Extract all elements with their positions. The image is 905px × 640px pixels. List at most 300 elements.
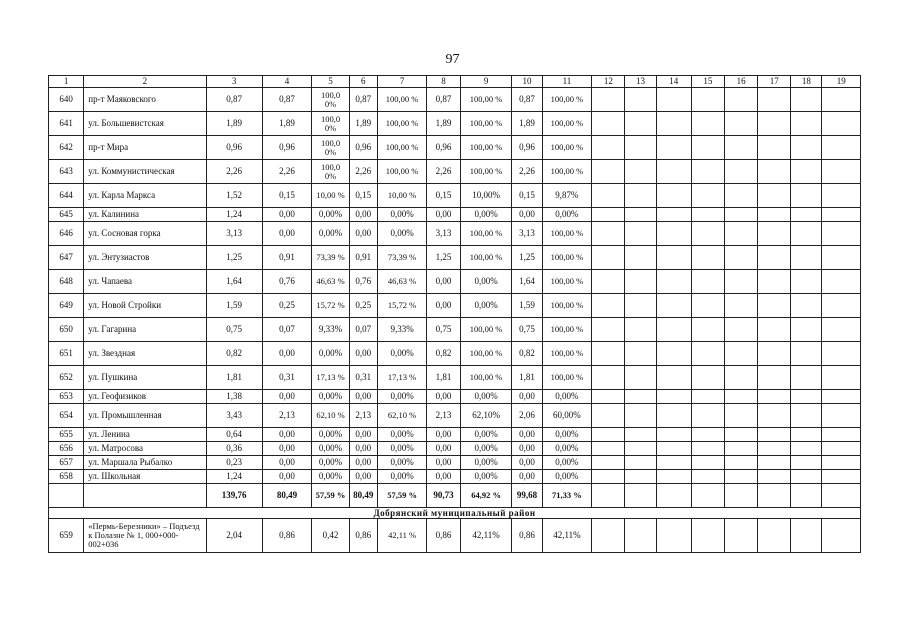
cell-col-17 bbox=[758, 456, 791, 470]
cell-col-13 bbox=[625, 318, 656, 342]
cell-col-2: ул. Энтузиастов bbox=[84, 246, 206, 270]
cell-col-2: ул. Маршала Рыбалко bbox=[84, 456, 206, 470]
cell-col-18 bbox=[791, 404, 822, 428]
column-header: 10 bbox=[512, 76, 542, 88]
cell-col-16 bbox=[725, 88, 758, 112]
cell-col-10: 1,25 bbox=[512, 246, 542, 270]
cell-col-6: 2,26 bbox=[349, 160, 377, 184]
cell-col-9: 42,11% bbox=[460, 519, 512, 553]
cell-col-5: 0,00% bbox=[312, 390, 349, 404]
cell-col-6: 0,00 bbox=[349, 470, 377, 484]
cell-col-2: ул. Промышленная bbox=[84, 404, 206, 428]
column-header: 15 bbox=[691, 76, 724, 88]
cell-col-9: 0,00% bbox=[460, 208, 512, 222]
cell-col-9: 100,00 % bbox=[460, 112, 512, 136]
cell-col-6: 0,25 bbox=[349, 294, 377, 318]
cell-col-17 bbox=[758, 88, 791, 112]
cell-col-15 bbox=[691, 294, 724, 318]
cell-col-3: 2,04 bbox=[206, 519, 262, 553]
cell-col-14 bbox=[656, 222, 691, 246]
cell-col-14 bbox=[656, 470, 691, 484]
column-header: 17 bbox=[758, 76, 791, 88]
table-row bbox=[49, 390, 861, 404]
cell-col-12 bbox=[592, 112, 625, 136]
cell-col-9: 64,92 % bbox=[460, 484, 512, 508]
cell-col-1: 656 bbox=[49, 442, 84, 456]
table-row bbox=[49, 270, 861, 294]
cell-col-14 bbox=[656, 442, 691, 456]
cell-col-5: 46,63 % bbox=[312, 270, 349, 294]
cell-col-1: 651 bbox=[49, 342, 84, 366]
cell-col-18 bbox=[791, 519, 822, 553]
cell-col-5: 0,00% bbox=[312, 470, 349, 484]
cell-col-15 bbox=[691, 246, 724, 270]
cell-col-6: 0,00 bbox=[349, 342, 377, 366]
cell-col-19 bbox=[822, 112, 861, 136]
cell-col-18 bbox=[791, 88, 822, 112]
cell-col-19 bbox=[822, 442, 861, 456]
cell-col-8: 0,86 bbox=[427, 519, 460, 553]
cell-col-13 bbox=[625, 404, 656, 428]
cell-col-9: 62,10% bbox=[460, 404, 512, 428]
cell-col-13 bbox=[625, 390, 656, 404]
cell-col-12 bbox=[592, 456, 625, 470]
cell-col-16 bbox=[725, 456, 758, 470]
cell-col-5: 100,0 0% bbox=[312, 160, 349, 184]
cell-col-15 bbox=[691, 136, 724, 160]
cell-col-16 bbox=[725, 428, 758, 442]
cell-col-2: ул. Геофизиков bbox=[84, 390, 206, 404]
cell-col-16 bbox=[725, 160, 758, 184]
cell-col-2: ул. Чапаева bbox=[84, 270, 206, 294]
cell-col-5: 0,00% bbox=[312, 442, 349, 456]
cell-col-10: 99,68 bbox=[512, 484, 542, 508]
cell-col-15 bbox=[691, 390, 724, 404]
cell-col-15 bbox=[691, 519, 724, 553]
cell-col-14 bbox=[656, 88, 691, 112]
cell-col-8: 0,96 bbox=[427, 136, 460, 160]
column-header: 8 bbox=[427, 76, 460, 88]
cell-col-4: 0,00 bbox=[262, 208, 312, 222]
cell-col-3: 3,43 bbox=[206, 404, 262, 428]
cell-col-4: 0,00 bbox=[262, 222, 312, 246]
cell-col-11: 100,00 % bbox=[542, 294, 592, 318]
cell-col-8: 0,00 bbox=[427, 390, 460, 404]
cell-col-14 bbox=[656, 318, 691, 342]
cell-col-3: 0,75 bbox=[206, 318, 262, 342]
cell-col-16 bbox=[725, 342, 758, 366]
cell-col-8: 0,15 bbox=[427, 184, 460, 208]
cell-col-6: 0,76 bbox=[349, 270, 377, 294]
cell-col-15 bbox=[691, 470, 724, 484]
cell-col-7: 62,10 % bbox=[377, 404, 427, 428]
cell-col-2: ул. Школьная bbox=[84, 470, 206, 484]
cell-col-9: 0,00% bbox=[460, 294, 512, 318]
table-row bbox=[49, 519, 861, 553]
cell-col-5: 0,00% bbox=[312, 456, 349, 470]
cell-col-18 bbox=[791, 160, 822, 184]
cell-col-13 bbox=[625, 246, 656, 270]
cell-col-18 bbox=[791, 366, 822, 390]
cell-col-11: 100,00 % bbox=[542, 342, 592, 366]
cell-col-2: ул. Звездная bbox=[84, 342, 206, 366]
cell-col-19 bbox=[822, 456, 861, 470]
cell-col-16 bbox=[725, 404, 758, 428]
cell-col-17 bbox=[758, 246, 791, 270]
cell-col-13 bbox=[625, 366, 656, 390]
cell-col-1: 648 bbox=[49, 270, 84, 294]
cell-col-6: 0,00 bbox=[349, 442, 377, 456]
cell-col-19 bbox=[822, 136, 861, 160]
cell-col-5: 0,00% bbox=[312, 222, 349, 246]
cell-col-4: 0,00 bbox=[262, 342, 312, 366]
table-row bbox=[49, 294, 861, 318]
cell-col-14 bbox=[656, 184, 691, 208]
cell-col-19 bbox=[822, 390, 861, 404]
cell-col-1: 643 bbox=[49, 160, 84, 184]
cell-col-7: 9,33% bbox=[377, 318, 427, 342]
cell-col-19 bbox=[822, 484, 861, 508]
cell-col-6: 0,00 bbox=[349, 456, 377, 470]
cell-col-10: 1,89 bbox=[512, 112, 542, 136]
cell-col-1: 646 bbox=[49, 222, 84, 246]
cell-col-12 bbox=[592, 136, 625, 160]
cell-col-14 bbox=[656, 390, 691, 404]
cell-col-11: 100,00 % bbox=[542, 270, 592, 294]
column-header: 16 bbox=[725, 76, 758, 88]
table-row bbox=[49, 366, 861, 390]
cell-col-7: 42,11 % bbox=[377, 519, 427, 553]
cell-col-10: 0,00 bbox=[512, 428, 542, 442]
cell-col-3: 1,81 bbox=[206, 366, 262, 390]
cell-col-13 bbox=[625, 470, 656, 484]
cell-col-15 bbox=[691, 342, 724, 366]
cell-col-4: 0,00 bbox=[262, 390, 312, 404]
cell-col-14 bbox=[656, 456, 691, 470]
cell-col-19 bbox=[822, 222, 861, 246]
column-header: 7 bbox=[377, 76, 427, 88]
cell-col-19 bbox=[822, 366, 861, 390]
cell-col-13 bbox=[625, 270, 656, 294]
cell-col-16 bbox=[725, 136, 758, 160]
cell-col-6: 0,00 bbox=[349, 222, 377, 246]
column-header: 12 bbox=[592, 76, 625, 88]
cell-col-9: 100,00 % bbox=[460, 160, 512, 184]
cell-col-15 bbox=[691, 208, 724, 222]
cell-col-1: 647 bbox=[49, 246, 84, 270]
cell-col-9: 0,00% bbox=[460, 456, 512, 470]
cell-col-12 bbox=[592, 88, 625, 112]
cell-col-7: 10,00 % bbox=[377, 184, 427, 208]
cell-col-1: 655 bbox=[49, 428, 84, 442]
cell-col-16 bbox=[725, 112, 758, 136]
table-row bbox=[49, 318, 861, 342]
table-row bbox=[49, 470, 861, 484]
cell-col-6: 0,00 bbox=[349, 208, 377, 222]
table-row bbox=[49, 404, 861, 428]
cell-col-8: 0,00 bbox=[427, 456, 460, 470]
cell-col-9: 100,00 % bbox=[460, 222, 512, 246]
cell-col-1: 652 bbox=[49, 366, 84, 390]
cell-col-4: 0,07 bbox=[262, 318, 312, 342]
cell-col-10: 0,87 bbox=[512, 88, 542, 112]
cell-col-18 bbox=[791, 184, 822, 208]
cell-col-4: 0,76 bbox=[262, 270, 312, 294]
cell-col-9: 0,00% bbox=[460, 442, 512, 456]
cell-col-4: 1,89 bbox=[262, 112, 312, 136]
cell-col-1: 649 bbox=[49, 294, 84, 318]
cell-col-19 bbox=[822, 294, 861, 318]
cell-col-18 bbox=[791, 112, 822, 136]
cell-col-5: 0,00% bbox=[312, 208, 349, 222]
table-row bbox=[49, 208, 861, 222]
cell-col-2: ул. Сосновая горка bbox=[84, 222, 206, 246]
cell-col-4: 0,91 bbox=[262, 246, 312, 270]
table-row bbox=[49, 428, 861, 442]
cell-col-19 bbox=[822, 318, 861, 342]
cell-col-16 bbox=[725, 318, 758, 342]
cell-col-3: 0,82 bbox=[206, 342, 262, 366]
cell-col-14 bbox=[656, 428, 691, 442]
cell-col-16 bbox=[725, 442, 758, 456]
cell-col-11: 100,00 % bbox=[542, 88, 592, 112]
cell-col-17 bbox=[758, 366, 791, 390]
cell-col-13 bbox=[625, 160, 656, 184]
cell-col-2: ул. Ленина bbox=[84, 428, 206, 442]
cell-col-17 bbox=[758, 160, 791, 184]
cell-col-12 bbox=[592, 342, 625, 366]
cell-col-1: 640 bbox=[49, 88, 84, 112]
cell-col-3: 1,89 bbox=[206, 112, 262, 136]
cell-col-10: 2,26 bbox=[512, 160, 542, 184]
cell-col-18 bbox=[791, 222, 822, 246]
cell-col-8: 0,87 bbox=[427, 88, 460, 112]
section-row bbox=[49, 508, 861, 519]
cell-col-4: 0,86 bbox=[262, 519, 312, 553]
cell-col-15 bbox=[691, 484, 724, 508]
cell-col-5: 0,00% bbox=[312, 342, 349, 366]
cell-col-12 bbox=[592, 366, 625, 390]
cell-col-12 bbox=[592, 470, 625, 484]
cell-col-8: 1,25 bbox=[427, 246, 460, 270]
cell-col-11: 71,33 % bbox=[542, 484, 592, 508]
cell-col-16 bbox=[725, 519, 758, 553]
cell-col-3: 0,36 bbox=[206, 442, 262, 456]
cell-col-10: 3,13 bbox=[512, 222, 542, 246]
cell-col-10: 0,00 bbox=[512, 442, 542, 456]
cell-col-19 bbox=[822, 160, 861, 184]
cell-col-4: 0,00 bbox=[262, 442, 312, 456]
cell-col-9: 100,00 % bbox=[460, 88, 512, 112]
cell-col-18 bbox=[791, 456, 822, 470]
cell-col-8: 3,13 bbox=[427, 222, 460, 246]
cell-col-12 bbox=[592, 318, 625, 342]
cell-col-6: 0,00 bbox=[349, 428, 377, 442]
cell-col-14 bbox=[656, 208, 691, 222]
table-row bbox=[49, 112, 861, 136]
cell-col-17 bbox=[758, 442, 791, 456]
cell-col-3: 0,96 bbox=[206, 136, 262, 160]
column-header: 4 bbox=[262, 76, 312, 88]
cell-col-14 bbox=[656, 342, 691, 366]
cell-col-18 bbox=[791, 428, 822, 442]
cell-col-11: 0,00% bbox=[542, 456, 592, 470]
cell-col-10: 0,82 bbox=[512, 342, 542, 366]
cell-col-11: 0,00% bbox=[542, 208, 592, 222]
cell-col-13 bbox=[625, 184, 656, 208]
cell-col-10: 0,00 bbox=[512, 456, 542, 470]
cell-col-14 bbox=[656, 366, 691, 390]
cell-col-3: 1,24 bbox=[206, 470, 262, 484]
cell-col-5: 17,13 % bbox=[312, 366, 349, 390]
cell-col-18 bbox=[791, 270, 822, 294]
cell-col-10: 1,81 bbox=[512, 366, 542, 390]
cell-col-7: 100,00 % bbox=[377, 136, 427, 160]
cell-col-4: 2,26 bbox=[262, 160, 312, 184]
cell-col-1: 659 bbox=[49, 519, 84, 553]
cell-col-19 bbox=[822, 428, 861, 442]
table-row bbox=[49, 222, 861, 246]
cell-col-14 bbox=[656, 519, 691, 553]
cell-col-9: 0,00% bbox=[460, 470, 512, 484]
cell-col-4: 0,00 bbox=[262, 470, 312, 484]
cell-col-10: 1,59 bbox=[512, 294, 542, 318]
cell-col-17 bbox=[758, 484, 791, 508]
cell-col-2: ул. Большевистская bbox=[84, 112, 206, 136]
cell-col-9: 100,00 % bbox=[460, 136, 512, 160]
cell-col-2: «Пермь-Березники» – Подъезд к Полазне № 1, 000+000-002+036 bbox=[84, 519, 206, 553]
cell-col-19 bbox=[822, 470, 861, 484]
cell-col-9: 10,00% bbox=[460, 184, 512, 208]
cell-col-5: 0,42 bbox=[312, 519, 349, 553]
cell-col-15 bbox=[691, 112, 724, 136]
cell-col-17 bbox=[758, 184, 791, 208]
cell-col-3: 0,23 bbox=[206, 456, 262, 470]
cell-col-17 bbox=[758, 222, 791, 246]
cell-col-15 bbox=[691, 270, 724, 294]
cell-col-12 bbox=[592, 270, 625, 294]
cell-col-3: 1,24 bbox=[206, 208, 262, 222]
column-header: 9 bbox=[460, 76, 512, 88]
cell-col-11: 100,00 % bbox=[542, 136, 592, 160]
cell-col-1: 644 bbox=[49, 184, 84, 208]
cell-col-7: 100,00 % bbox=[377, 112, 427, 136]
cell-col-7: 0,00% bbox=[377, 442, 427, 456]
cell-col-7: 57,59 % bbox=[377, 484, 427, 508]
cell-col-18 bbox=[791, 318, 822, 342]
cell-col-17 bbox=[758, 404, 791, 428]
cell-col-18 bbox=[791, 484, 822, 508]
cell-col-12 bbox=[592, 404, 625, 428]
cell-col-4: 0,31 bbox=[262, 366, 312, 390]
cell-col-11: 100,00 % bbox=[542, 112, 592, 136]
cell-col-5: 100,0 0% bbox=[312, 136, 349, 160]
cell-col-4: 0,25 bbox=[262, 294, 312, 318]
cell-col-8: 0,00 bbox=[427, 428, 460, 442]
cell-col-9: 100,00 % bbox=[460, 246, 512, 270]
cell-col-2: ул. Гагарина bbox=[84, 318, 206, 342]
total-row bbox=[49, 484, 861, 508]
cell-col-1: 657 bbox=[49, 456, 84, 470]
cell-col-19 bbox=[822, 88, 861, 112]
table-row bbox=[49, 184, 861, 208]
cell-col-15 bbox=[691, 428, 724, 442]
cell-col-9: 0,00% bbox=[460, 390, 512, 404]
cell-col-17 bbox=[758, 136, 791, 160]
cell-col-8: 0,75 bbox=[427, 318, 460, 342]
column-header: 6 bbox=[349, 76, 377, 88]
cell-col-3: 2,26 bbox=[206, 160, 262, 184]
cell-col-3: 1,25 bbox=[206, 246, 262, 270]
cell-col-4: 0,00 bbox=[262, 456, 312, 470]
cell-col-12 bbox=[592, 222, 625, 246]
cell-col-16 bbox=[725, 246, 758, 270]
cell-col-2: ул. Новой Стройки bbox=[84, 294, 206, 318]
cell-col-17 bbox=[758, 390, 791, 404]
cell-col-3: 3,13 bbox=[206, 222, 262, 246]
cell-col-13 bbox=[625, 88, 656, 112]
column-header: 14 bbox=[656, 76, 691, 88]
cell-col-10: 0,15 bbox=[512, 184, 542, 208]
cell-col-16 bbox=[725, 208, 758, 222]
cell-col-2: ул. Коммунистическая bbox=[84, 160, 206, 184]
cell-col-11: 9,87% bbox=[542, 184, 592, 208]
cell-col-11: 0,00% bbox=[542, 428, 592, 442]
cell-col-18 bbox=[791, 246, 822, 270]
cell-col-5: 15,72 % bbox=[312, 294, 349, 318]
cell-col-2: ул. Карла Маркса bbox=[84, 184, 206, 208]
cell-col-16 bbox=[725, 184, 758, 208]
cell-col-17 bbox=[758, 294, 791, 318]
cell-col-11: 100,00 % bbox=[542, 366, 592, 390]
cell-col-7: 15,72 % bbox=[377, 294, 427, 318]
cell-col-16 bbox=[725, 270, 758, 294]
cell-col-11: 0,00% bbox=[542, 442, 592, 456]
cell-col-2: пр-т Мира bbox=[84, 136, 206, 160]
cell-col-14 bbox=[656, 246, 691, 270]
cell-col-6: 0,31 bbox=[349, 366, 377, 390]
cell-col-4: 0,15 bbox=[262, 184, 312, 208]
cell-col-19 bbox=[822, 270, 861, 294]
cell-col-12 bbox=[592, 484, 625, 508]
cell-col-13 bbox=[625, 428, 656, 442]
cell-col-14 bbox=[656, 294, 691, 318]
cell-col-8: 90,73 bbox=[427, 484, 460, 508]
cell-col-15 bbox=[691, 184, 724, 208]
cell-col-19 bbox=[822, 208, 861, 222]
cell-col-12 bbox=[592, 208, 625, 222]
cell-col-6: 80,49 bbox=[349, 484, 377, 508]
cell-col-1: 641 bbox=[49, 112, 84, 136]
cell-col-10: 1,64 bbox=[512, 270, 542, 294]
cell-col-7: 73,39 % bbox=[377, 246, 427, 270]
cell-col-9: 100,00 % bbox=[460, 342, 512, 366]
cell-col-6: 2,13 bbox=[349, 404, 377, 428]
cell-col-11: 60,00% bbox=[542, 404, 592, 428]
cell-col-16 bbox=[725, 294, 758, 318]
cell-col-1: 653 bbox=[49, 390, 84, 404]
cell-col-4: 0,00 bbox=[262, 428, 312, 442]
cell-col-2: ул. Матросова bbox=[84, 442, 206, 456]
cell-col-19 bbox=[822, 246, 861, 270]
cell-col-11: 100,00 % bbox=[542, 222, 592, 246]
cell-col-11: 42,11% bbox=[542, 519, 592, 553]
cell-col-10: 2,06 bbox=[512, 404, 542, 428]
cell-col-12 bbox=[592, 184, 625, 208]
cell-col-17 bbox=[758, 270, 791, 294]
cell-col-4: 2,13 bbox=[262, 404, 312, 428]
cell-col-2: ул. Калинина bbox=[84, 208, 206, 222]
